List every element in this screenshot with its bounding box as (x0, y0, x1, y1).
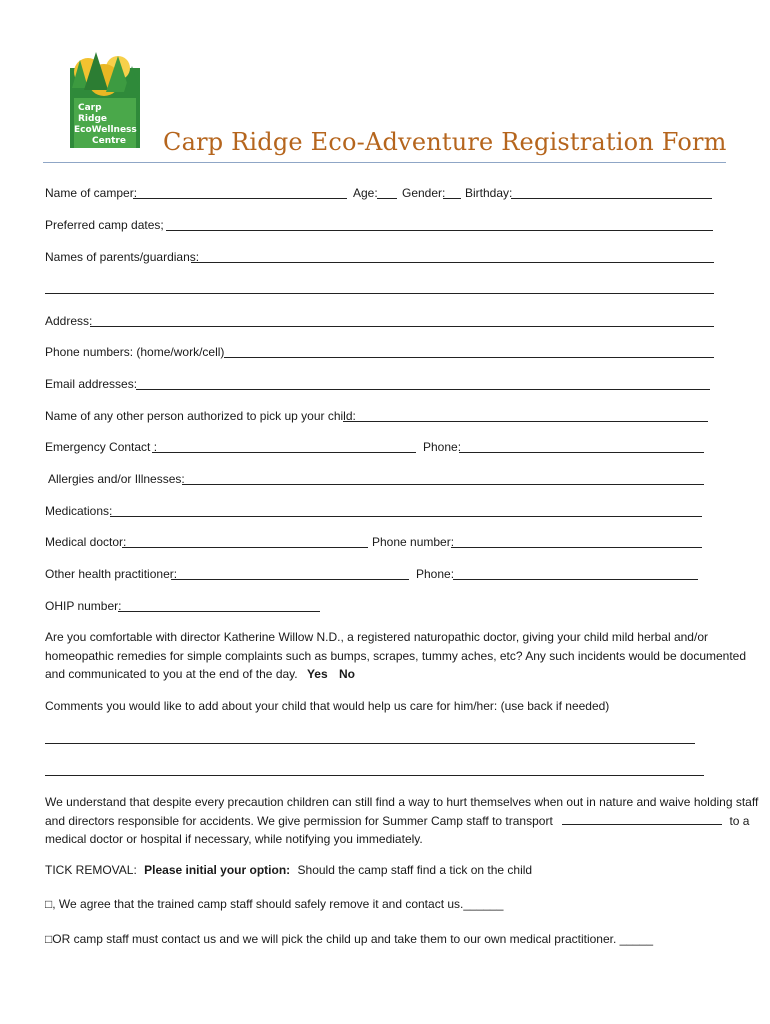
phone-numbers-label: Phone numbers: (home/work/cell) (45, 345, 225, 359)
camp-dates-label: Preferred camp dates; (45, 218, 164, 232)
form-title: Carp Ridge Eco-Adventure Registration Form (163, 128, 727, 156)
doctor-phone-label: Phone number: (372, 535, 455, 549)
herbal-text-3-row (45, 665, 725, 684)
tick-removal-question: Should the camp staff find a tick on the child (297, 863, 533, 877)
carp-ridge-logo (66, 50, 144, 150)
logo-text-4: Centre (92, 136, 126, 146)
camper-name-field[interactable] (133, 198, 347, 199)
tick-option-parent-pickup[interactable]: □OR camp staff must contact us and we will pick the child up and take them to our own medical practitioner. _____ (45, 932, 654, 946)
health-practitioner-label: Other health practitioner: (45, 567, 178, 581)
ohip-label: OHIP number: (45, 599, 122, 613)
address-field[interactable] (90, 326, 714, 327)
emergency-contact-field[interactable] (152, 452, 416, 453)
camp-dates-field[interactable] (166, 230, 713, 231)
waiver-line-2-row (45, 812, 750, 831)
parents-field[interactable] (191, 262, 714, 263)
gender-label: Gender: (402, 186, 446, 200)
email-label: Email addresses: (45, 377, 138, 391)
allergies-label: Allergies and/or Illnesses: (48, 472, 185, 486)
pickup-person-field[interactable] (343, 421, 708, 422)
parents-field-line-2[interactable] (45, 293, 714, 294)
emergency-phone-label: Phone: (423, 440, 462, 454)
age-label: Age: (353, 186, 378, 200)
logo-text-2: Ridge (78, 114, 108, 124)
age-field[interactable] (377, 198, 397, 199)
tick-option-staff-remove[interactable]: □, We agree that the trained camp staff should safely remove it and contact us.______ (45, 897, 504, 911)
practitioner-phone-label: Phone: (416, 567, 455, 581)
herbal-text-3: and communicated to you at the end of the day. (45, 667, 298, 681)
medications-label: Medications: (45, 504, 113, 518)
tick-removal-row (45, 863, 532, 877)
title-divider (43, 162, 726, 163)
medications-field[interactable] (110, 516, 702, 517)
comments-label: Comments you would like to add about your child that would help us care for him/her: (use back if needed) (45, 699, 610, 713)
emergency-contact-label: Emergency Contact : (45, 440, 158, 454)
yes-option[interactable]: Yes (306, 667, 328, 681)
comments-field-line-1[interactable] (45, 743, 695, 744)
ohip-field[interactable] (118, 611, 320, 612)
transport-initial-field[interactable] (562, 812, 722, 825)
address-label: Address: (45, 314, 93, 328)
doctor-phone-field[interactable] (451, 547, 702, 548)
parents-label: Names of parents/guardians: (45, 250, 200, 264)
phone-numbers-field[interactable] (224, 357, 714, 358)
emergency-phone-field[interactable] (459, 452, 704, 453)
logo-text-3: EcoWellness (74, 125, 137, 135)
herbal-text-1: Are you comfortable with director Katherine Willow N.D., a registered naturopathic doctor, giving your child mild herbal and/or (45, 630, 708, 644)
medical-doctor-label: Medical doctor: (45, 535, 127, 549)
herbal-remedies-question (45, 628, 747, 684)
birthday-field[interactable] (511, 198, 712, 199)
health-practitioner-field[interactable] (171, 579, 409, 580)
waiver-text-2: and directors responsible for accidents. We give permission for Summer Camp staff to transport (45, 813, 553, 828)
comments-field-line-2[interactable] (45, 775, 704, 776)
birthday-label: Birthday: (465, 186, 513, 200)
camper-name-label: Name of camper: (45, 186, 138, 200)
tick-removal-instruction: Please initial your option: (144, 863, 291, 877)
tick-removal-heading: TICK REMOVAL: (45, 863, 137, 877)
medical-doctor-field[interactable] (122, 547, 368, 548)
email-field[interactable] (136, 389, 710, 390)
logo-text-1: Carp (78, 103, 102, 113)
allergies-field[interactable] (182, 484, 704, 485)
pickup-person-label: Name of any other person authorized to pick up your child: (45, 409, 356, 423)
no-option[interactable]: No (339, 667, 355, 681)
waiver-text-3: medical doctor or hospital if necessary, while notifying you immediately. (45, 832, 423, 846)
practitioner-phone-field[interactable] (453, 579, 698, 580)
waiver-paragraph (45, 793, 759, 849)
gender-field[interactable] (443, 198, 461, 199)
waiver-text-1: We understand that despite every precaution children can still find a way to hurt themselves when out in nature and waive holding staff (45, 795, 759, 809)
waiver-text-2-end: to a (729, 813, 750, 828)
herbal-text-2: homeopathic remedies for simple complaints such as bumps, scrapes, tummy aches, etc? Any such incidents would be documented (45, 648, 747, 663)
